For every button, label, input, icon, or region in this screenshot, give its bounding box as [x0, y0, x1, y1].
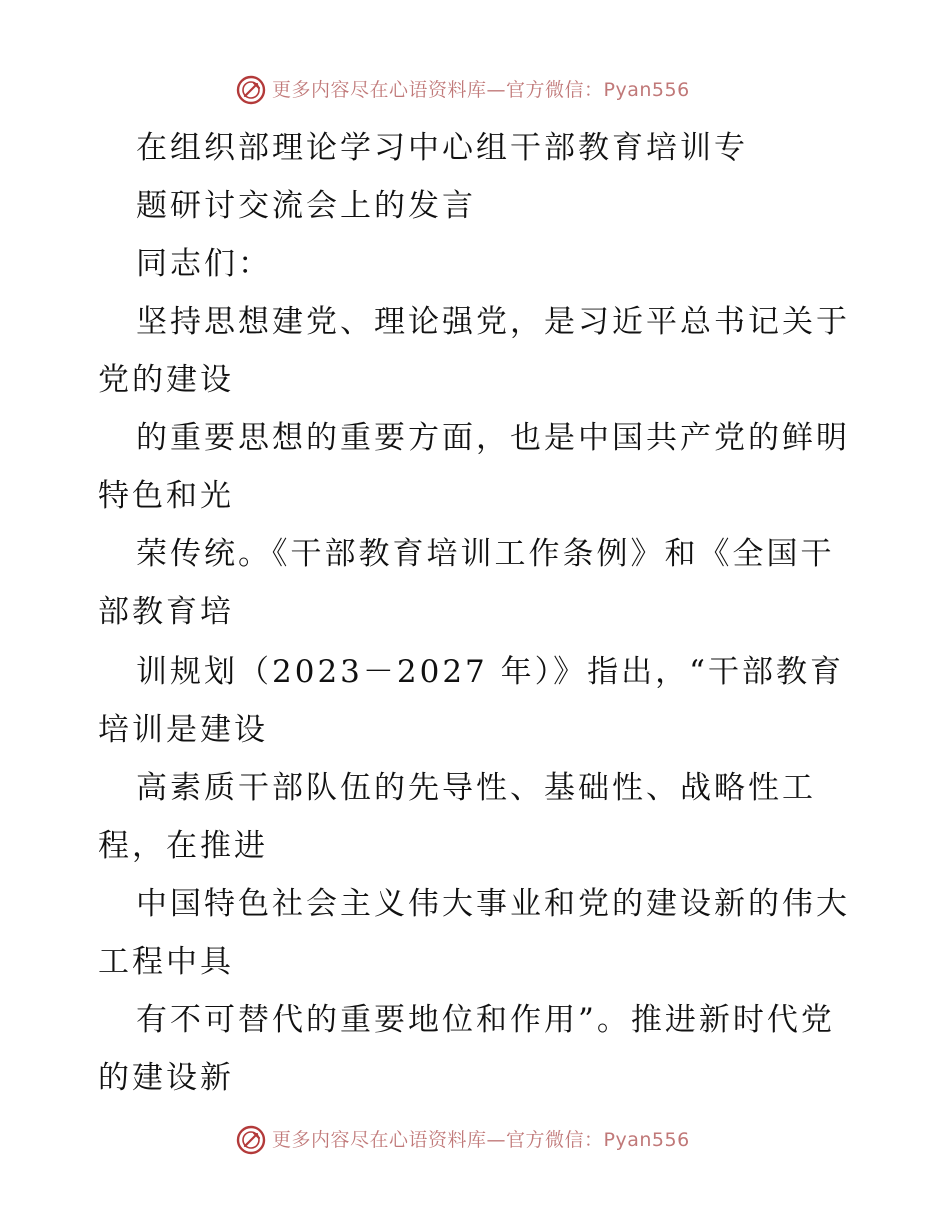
seal-logo-icon	[236, 1125, 266, 1155]
watermark-text: 更多内容尽在心语资料库—官方微信：Pyan556	[272, 1129, 690, 1151]
body-line: 坚持思想建党、理论强党，是习近平总书记关于	[136, 304, 850, 340]
body-line: 特色和光	[98, 478, 234, 514]
body-line: 程，在推进	[98, 828, 268, 864]
body-line: 有不可替代的重要地位和作用”。推进新时代党	[136, 1002, 835, 1038]
body-line: 的建设新	[98, 1060, 234, 1096]
salutation: 同志们：	[136, 246, 272, 282]
footer-watermark	[236, 1123, 736, 1157]
body-line: 中国特色社会主义伟大事业和党的建设新的伟大	[136, 886, 850, 922]
document-title-line-1: 在组织部理论学习中心组干部教育培训专	[136, 130, 748, 166]
body-line: 训规划（2023－2027 年）》指出，“干部教育	[136, 654, 844, 690]
body-line: 荣传统。《干部教育培训工作条例》和《全国干	[136, 536, 835, 572]
watermark-text: 更多内容尽在心语资料库—官方微信：Pyan556	[272, 79, 690, 101]
body-line: 高素质干部队伍的先导性、基础性、战略性工	[136, 770, 816, 806]
body-line: 部教育培	[98, 594, 234, 630]
body-line: 的重要思想的重要方面，也是中国共产党的鲜明	[136, 420, 850, 456]
header-watermark	[236, 73, 736, 107]
body-line: 培训是建设	[98, 712, 268, 748]
body-line: 工程中具	[98, 944, 234, 980]
document-title-line-2: 题研讨交流会上的发言	[136, 188, 476, 224]
body-line: 党的建设	[98, 362, 234, 398]
seal-logo-icon	[236, 75, 266, 105]
